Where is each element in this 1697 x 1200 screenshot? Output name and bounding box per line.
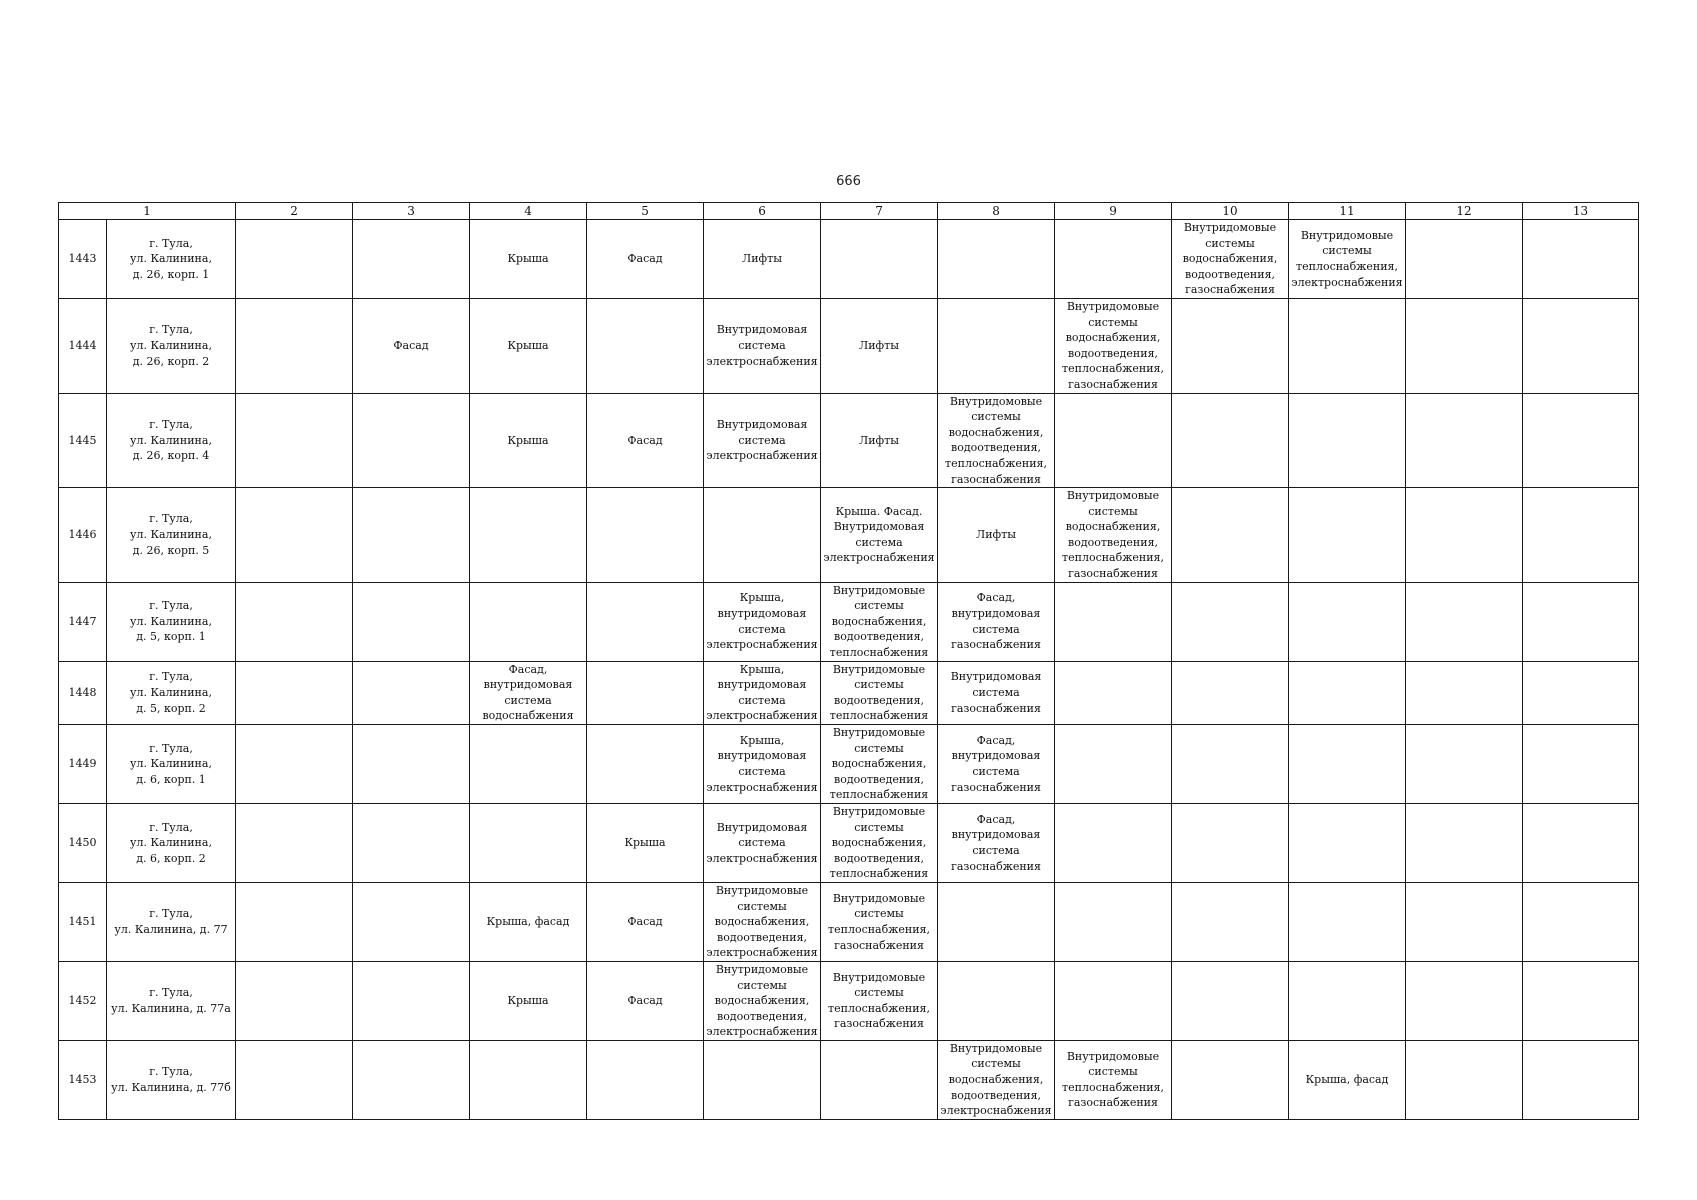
address-cell: г. Тула, ул. Калинина, д. 6, корп. 2 — [107, 803, 236, 882]
row-number-cell: 1444 — [59, 298, 107, 393]
work-cell-col-8: Фасад, внутридомовая система газоснабжения — [938, 725, 1055, 804]
work-cell-col-9 — [1055, 725, 1172, 804]
address-cell: г. Тула, ул. Калинина, д. 26, корп. 5 — [107, 488, 236, 583]
work-cell-col-6 — [704, 1040, 821, 1119]
table-row — [59, 803, 1639, 882]
table-row — [59, 961, 1639, 1040]
work-cell-col-12 — [1406, 725, 1523, 804]
work-cell-col-6: Внутридомовая система электроснабжения — [704, 393, 821, 488]
work-cell-col-12 — [1406, 220, 1523, 299]
work-cell-col-7: Внутридомовые системы водоснабжения, водоотведения, теплоснабжения — [821, 582, 938, 661]
row-number-cell: 1446 — [59, 488, 107, 583]
table-row — [59, 298, 1639, 393]
work-cell-col-13 — [1523, 882, 1639, 961]
work-cell-col-11 — [1289, 298, 1406, 393]
row-number-cell: 1445 — [59, 393, 107, 488]
table-row — [59, 393, 1639, 488]
work-cell-col-7: Внутридомовые системы водоотведения, теплоснабжения — [821, 661, 938, 724]
work-cell-col-10 — [1172, 725, 1289, 804]
address-cell: г. Тула, ул. Калинина, д. 77а — [107, 961, 236, 1040]
work-cell-col-8 — [938, 961, 1055, 1040]
work-cell-col-5: Крыша — [587, 803, 704, 882]
row-number-cell: 1447 — [59, 582, 107, 661]
work-cell-col-13 — [1523, 961, 1639, 1040]
work-cell-col-11 — [1289, 488, 1406, 583]
work-cell-col-13 — [1523, 220, 1639, 299]
work-cell-col-4 — [470, 725, 587, 804]
row-number-cell: 1443 — [59, 220, 107, 299]
work-cell-col-7 — [821, 1040, 938, 1119]
work-cell-col-4: Крыша — [470, 220, 587, 299]
work-cell-col-11 — [1289, 725, 1406, 804]
work-cell-col-12 — [1406, 882, 1523, 961]
work-cell-col-10 — [1172, 393, 1289, 488]
work-cell-col-2 — [236, 661, 353, 724]
work-cell-col-2 — [236, 393, 353, 488]
work-cell-col-2 — [236, 582, 353, 661]
work-cell-col-10 — [1172, 661, 1289, 724]
work-cell-col-2 — [236, 961, 353, 1040]
work-cell-col-6 — [704, 488, 821, 583]
address-cell: г. Тула, ул. Калинина, д. 26, корп. 4 — [107, 393, 236, 488]
work-cell-col-10 — [1172, 488, 1289, 583]
work-cell-col-7: Внутридомовые системы водоснабжения, водоотведения, теплоснабжения — [821, 725, 938, 804]
work-cell-col-9: Внутридомовые системы теплоснабжения, газоснабжения — [1055, 1040, 1172, 1119]
work-cell-col-4 — [470, 1040, 587, 1119]
work-cell-col-6: Крыша, внутридомовая система электроснабжения — [704, 582, 821, 661]
work-cell-col-4 — [470, 488, 587, 583]
address-cell: г. Тула, ул. Калинина, д. 6, корп. 1 — [107, 725, 236, 804]
table-row — [59, 582, 1639, 661]
work-cell-col-12 — [1406, 961, 1523, 1040]
work-cell-col-8: Фасад, внутридомовая система газоснабжения — [938, 582, 1055, 661]
work-cell-col-2 — [236, 220, 353, 299]
work-cell-col-5: Фасад — [587, 961, 704, 1040]
work-cell-col-11 — [1289, 803, 1406, 882]
work-cell-col-11: Внутридомовые системы теплоснабжения, электроснабжения — [1289, 220, 1406, 299]
work-cell-col-9 — [1055, 220, 1172, 299]
column-header: 10 — [1172, 203, 1289, 220]
work-cell-col-7: Лифты — [821, 298, 938, 393]
work-cell-col-5: Фасад — [587, 882, 704, 961]
row-number-cell: 1449 — [59, 725, 107, 804]
work-cell-col-13 — [1523, 298, 1639, 393]
work-cell-col-9: Внутридомовые системы водоснабжения, водоотведения, теплоснабжения, газоснабжения — [1055, 488, 1172, 583]
work-cell-col-3 — [353, 1040, 470, 1119]
table-row — [59, 488, 1639, 583]
table-row — [59, 661, 1639, 724]
work-cell-col-10 — [1172, 1040, 1289, 1119]
table-row — [59, 882, 1639, 961]
work-cell-col-2 — [236, 488, 353, 583]
work-cell-col-8: Внутридомовая система газоснабжения — [938, 661, 1055, 724]
column-header: 5 — [587, 203, 704, 220]
work-cell-col-11 — [1289, 961, 1406, 1040]
work-cell-col-5 — [587, 582, 704, 661]
work-cell-col-12 — [1406, 661, 1523, 724]
work-cell-col-3 — [353, 393, 470, 488]
work-cell-col-4: Крыша — [470, 393, 587, 488]
work-cell-col-8: Внутридомовые системы водоснабжения, водоотведения, электроснабжения — [938, 1040, 1055, 1119]
work-cell-col-6: Внутридомовые системы водоснабжения, водоотведения, электроснабжения — [704, 882, 821, 961]
work-cell-col-3 — [353, 725, 470, 804]
work-cell-col-5 — [587, 298, 704, 393]
column-header: 6 — [704, 203, 821, 220]
work-cell-col-2 — [236, 882, 353, 961]
work-cell-col-2 — [236, 725, 353, 804]
work-cell-col-9 — [1055, 661, 1172, 724]
work-cell-col-11: Крыша, фасад — [1289, 1040, 1406, 1119]
work-cell-col-4: Фасад, внутридомовая система водоснабжения — [470, 661, 587, 724]
address-cell: г. Тула, ул. Калинина, д. 26, корп. 1 — [107, 220, 236, 299]
work-cell-col-7: Лифты — [821, 393, 938, 488]
work-cell-col-5 — [587, 725, 704, 804]
work-cell-col-6: Лифты — [704, 220, 821, 299]
column-header: 9 — [1055, 203, 1172, 220]
work-cell-col-7 — [821, 220, 938, 299]
work-cell-col-11 — [1289, 582, 1406, 661]
work-cell-col-10: Внутридомовые системы водоснабжения, водоотведения, газоснабжения — [1172, 220, 1289, 299]
work-cell-col-8: Фасад, внутридомовая система газоснабжения — [938, 803, 1055, 882]
work-cell-col-5: Фасад — [587, 220, 704, 299]
work-cell-col-9 — [1055, 961, 1172, 1040]
work-cell-col-12 — [1406, 803, 1523, 882]
work-cell-col-13 — [1523, 725, 1639, 804]
work-cell-col-9 — [1055, 393, 1172, 488]
work-cell-col-5 — [587, 1040, 704, 1119]
work-cell-col-8 — [938, 882, 1055, 961]
work-cell-col-8: Лифты — [938, 488, 1055, 583]
work-cell-col-6: Внутридомовые системы водоснабжения, водоотведения, электроснабжения — [704, 961, 821, 1040]
address-cell: г. Тула, ул. Калинина, д. 26, корп. 2 — [107, 298, 236, 393]
work-cell-col-6: Внутридомовая система электроснабжения — [704, 298, 821, 393]
work-cell-col-3 — [353, 961, 470, 1040]
work-cell-col-6: Крыша, внутридомовая система электроснабжения — [704, 661, 821, 724]
table-row — [59, 725, 1639, 804]
work-cell-col-8: Внутридомовые системы водоснабжения, водоотведения, теплоснабжения, газоснабжения — [938, 393, 1055, 488]
work-cell-col-9 — [1055, 803, 1172, 882]
column-header: 3 — [353, 203, 470, 220]
work-cell-col-9 — [1055, 582, 1172, 661]
work-cell-col-7: Крыша. Фасад. Внутридомовая система электроснабжения — [821, 488, 938, 583]
address-cell: г. Тула, ул. Калинина, д. 77 — [107, 882, 236, 961]
work-cell-col-3 — [353, 803, 470, 882]
address-cell: г. Тула, ул. Калинина, д. 5, корп. 1 — [107, 582, 236, 661]
work-cell-col-4: Крыша, фасад — [470, 882, 587, 961]
work-cell-col-4 — [470, 582, 587, 661]
column-header: 11 — [1289, 203, 1406, 220]
work-cell-col-13 — [1523, 488, 1639, 583]
address-cell: г. Тула, ул. Калинина, д. 5, корп. 2 — [107, 661, 236, 724]
column-header: 2 — [236, 203, 353, 220]
page-number: 666 — [836, 174, 861, 189]
work-cell-col-9: Внутридомовые системы водоснабжения, водоотведения, теплоснабжения, газоснабжения — [1055, 298, 1172, 393]
work-cell-col-10 — [1172, 298, 1289, 393]
work-cell-col-3 — [353, 882, 470, 961]
work-cell-col-6: Крыша, внутридомовая система электроснабжения — [704, 725, 821, 804]
work-cell-col-6: Внутридомовая система электроснабжения — [704, 803, 821, 882]
row-number-cell: 1450 — [59, 803, 107, 882]
work-cell-col-11 — [1289, 393, 1406, 488]
work-cell-col-11 — [1289, 661, 1406, 724]
column-header: 1 — [59, 203, 236, 220]
work-cell-col-12 — [1406, 488, 1523, 583]
column-header: 8 — [938, 203, 1055, 220]
work-cell-col-7: Внутридомовые системы теплоснабжения, газоснабжения — [821, 882, 938, 961]
table-row — [59, 1040, 1639, 1119]
work-cell-col-10 — [1172, 803, 1289, 882]
work-cell-col-12 — [1406, 582, 1523, 661]
work-cell-col-3 — [353, 582, 470, 661]
work-cell-col-9 — [1055, 882, 1172, 961]
column-header: 13 — [1523, 203, 1639, 220]
work-cell-col-11 — [1289, 882, 1406, 961]
work-cell-col-12 — [1406, 298, 1523, 393]
work-cell-col-5: Фасад — [587, 393, 704, 488]
row-number-cell: 1452 — [59, 961, 107, 1040]
work-cell-col-12 — [1406, 393, 1523, 488]
work-cell-col-4: Крыша — [470, 961, 587, 1040]
work-cell-col-13 — [1523, 1040, 1639, 1119]
work-cell-col-13 — [1523, 661, 1639, 724]
work-cell-col-8 — [938, 298, 1055, 393]
work-cell-col-5 — [587, 488, 704, 583]
column-header: 12 — [1406, 203, 1523, 220]
work-cell-col-3 — [353, 488, 470, 583]
row-number-cell: 1453 — [59, 1040, 107, 1119]
repair-schedule-table — [58, 202, 1639, 1120]
table-row — [59, 220, 1639, 299]
work-cell-col-7: Внутридомовые системы теплоснабжения, газоснабжения — [821, 961, 938, 1040]
address-cell: г. Тула, ул. Калинина, д. 77б — [107, 1040, 236, 1119]
work-cell-col-7: Внутридомовые системы водоснабжения, водоотведения, теплоснабжения — [821, 803, 938, 882]
column-header: 7 — [821, 203, 938, 220]
work-cell-col-3 — [353, 661, 470, 724]
row-number-cell: 1451 — [59, 882, 107, 961]
work-cell-col-13 — [1523, 393, 1639, 488]
work-cell-col-5 — [587, 661, 704, 724]
work-cell-col-8 — [938, 220, 1055, 299]
work-cell-col-3: Фасад — [353, 298, 470, 393]
column-header-row — [59, 203, 1639, 220]
column-header: 4 — [470, 203, 587, 220]
work-cell-col-3 — [353, 220, 470, 299]
work-cell-col-10 — [1172, 961, 1289, 1040]
work-cell-col-10 — [1172, 582, 1289, 661]
row-number-cell: 1448 — [59, 661, 107, 724]
work-cell-col-13 — [1523, 803, 1639, 882]
work-cell-col-2 — [236, 803, 353, 882]
work-cell-col-12 — [1406, 1040, 1523, 1119]
work-cell-col-4 — [470, 803, 587, 882]
work-cell-col-2 — [236, 1040, 353, 1119]
work-cell-col-2 — [236, 298, 353, 393]
work-cell-col-4: Крыша — [470, 298, 587, 393]
work-cell-col-10 — [1172, 882, 1289, 961]
work-cell-col-13 — [1523, 582, 1639, 661]
